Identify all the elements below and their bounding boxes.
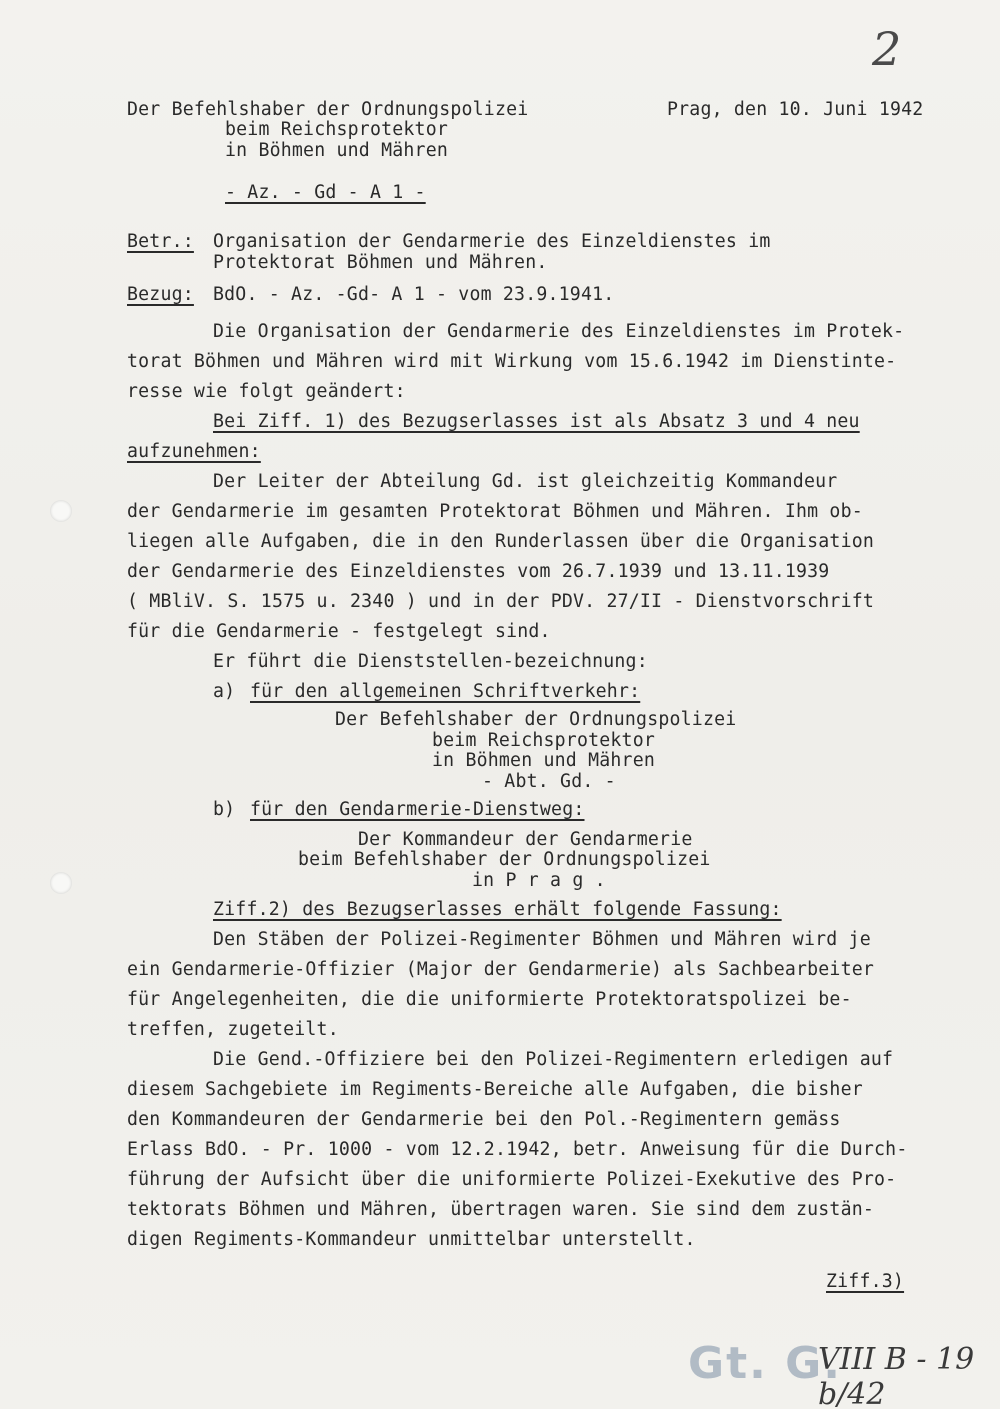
para4-line-7: digen Regiments-Kommandeur unmittelbar unterstellt. <box>127 1229 696 1250</box>
para3-line-3: für Angelegenheiten, die die uniformierte Protektoratspolizei be- <box>127 989 852 1010</box>
item-a-line-1: Der Befehlshaber der Ordnungspolizei <box>335 709 737 730</box>
page-number-mark: 2 <box>872 22 902 76</box>
archive-signature: VIII B - 19 b/42 <box>818 1342 975 1409</box>
subject-line-2: Protektorat Böhmen und Mähren. <box>213 252 548 273</box>
item-b-text: für den Gendarmerie-Dienstweg: <box>250 799 585 820</box>
intro-line-2: torat Böhmen und Mähren wird mit Wirkung vom 15.6.1942 im Dienstinte- <box>127 351 897 372</box>
para4-line-1: Die Gend.-Offiziere bei den Polizei-Regimentern erledigen auf <box>213 1049 894 1070</box>
reference-text: BdO. - Az. -Gd- A 1 - vom 23.9.1941. <box>213 284 615 305</box>
punch-hole-top <box>50 500 72 522</box>
para4-line-4: Erlass BdO. - Pr. 1000 - vom 12.2.1942, betr. Anweisung für die Durch- <box>127 1139 908 1160</box>
para3-line-2: ein Gendarmerie-Offizier (Major der Gendarmerie) als Sachbearbeiter <box>127 959 875 980</box>
section-heading-1b: aufzunehmen: <box>127 441 261 462</box>
issuer-line-3: in Böhmen und Mähren <box>225 140 448 161</box>
section-heading-1a: Bei Ziff. 1) des Bezugserlasses ist als Absatz 3 und 4 neu <box>213 411 860 432</box>
intro-line-1: Die Organisation der Gendarmerie des Einzeldienstes im Protek- <box>213 321 905 342</box>
para1-line-4: der Gendarmerie des Einzeldienstes vom 26.7.1939 und 13.11.1939 <box>127 561 830 582</box>
para4-line-5: führung der Aufsicht über die uniformierte Polizei-Exekutive des Pro- <box>127 1169 897 1190</box>
para4-line-3: den Kommandeuren der Gendarmerie bei den Pol.-Regimentern gemäss <box>127 1109 841 1130</box>
item-a-line-2: beim Reichsprotektor <box>432 730 655 751</box>
para4-line-6: tektorats Böhmen und Mähren, übertragen waren. Sie sind dem zustän- <box>127 1199 875 1220</box>
item-a-text: für den allgemeinen Schriftverkehr: <box>250 681 641 702</box>
item-a-line-3: in Böhmen und Mähren <box>432 750 655 771</box>
item-a-label: a) <box>213 681 236 702</box>
para1-line-5: ( MBliV. S. 1575 u. 2340 ) und in der PDV. 27/II - Dienstvorschrift <box>127 591 875 612</box>
item-a-line-4: - Abt. Gd. - <box>482 771 616 792</box>
para3-line-1: Den Stäben der Polizei-Regimenter Böhmen und Mähren wird je <box>213 929 871 950</box>
archive-stamp: Gt. G. <box>688 1338 843 1389</box>
item-b-label: b) <box>213 799 236 820</box>
issuer-line-2: beim Reichsprotektor <box>225 119 448 140</box>
para3-line-4: treffen, zugeteilt. <box>127 1019 339 1040</box>
place-date: Prag, den 10. Juni 1942 <box>667 99 924 120</box>
subject-line-1: Organisation der Gendarmerie des Einzeldienstes im <box>213 231 771 252</box>
item-b-line-3: in P r a g . <box>472 870 606 891</box>
para1-line-1: Der Leiter der Abteilung Gd. ist gleichzeitig Kommandeur <box>213 471 838 492</box>
para2: Er führt die Dienststellen-bezeichnung: <box>213 651 648 672</box>
para1-line-2: der Gendarmerie im gesamten Protektorat Böhmen und Mähren. Ihm ob- <box>127 501 863 522</box>
section-heading-2: Ziff.2) des Bezugserlasses erhält folgende Fassung: <box>213 899 782 920</box>
subject-label: Betr.: <box>127 231 194 252</box>
intro-line-3: resse wie folgt geändert: <box>127 381 406 402</box>
para1-line-6: für die Gendarmerie - festgelegt sind. <box>127 621 551 642</box>
issuer-line-1: Der Befehlshaber der Ordnungspolizei <box>127 99 529 120</box>
continuation-marker: Ziff.3) <box>826 1271 905 1292</box>
reference-label: Bezug: <box>127 284 194 305</box>
file-reference: - Az. - Gd - A 1 - <box>225 182 426 203</box>
item-b-line-1: Der Kommandeur der Gendarmerie <box>358 829 693 850</box>
punch-hole-bottom <box>50 872 72 894</box>
para1-line-3: liegen alle Aufgaben, die in den Runderlassen über die Organisation <box>127 531 875 552</box>
item-b-line-2: beim Befehlshaber der Ordnungspolizei <box>298 849 711 870</box>
para4-line-2: diesem Sachgebiete im Regiments-Bereiche alle Aufgaben, die bisher <box>127 1079 863 1100</box>
